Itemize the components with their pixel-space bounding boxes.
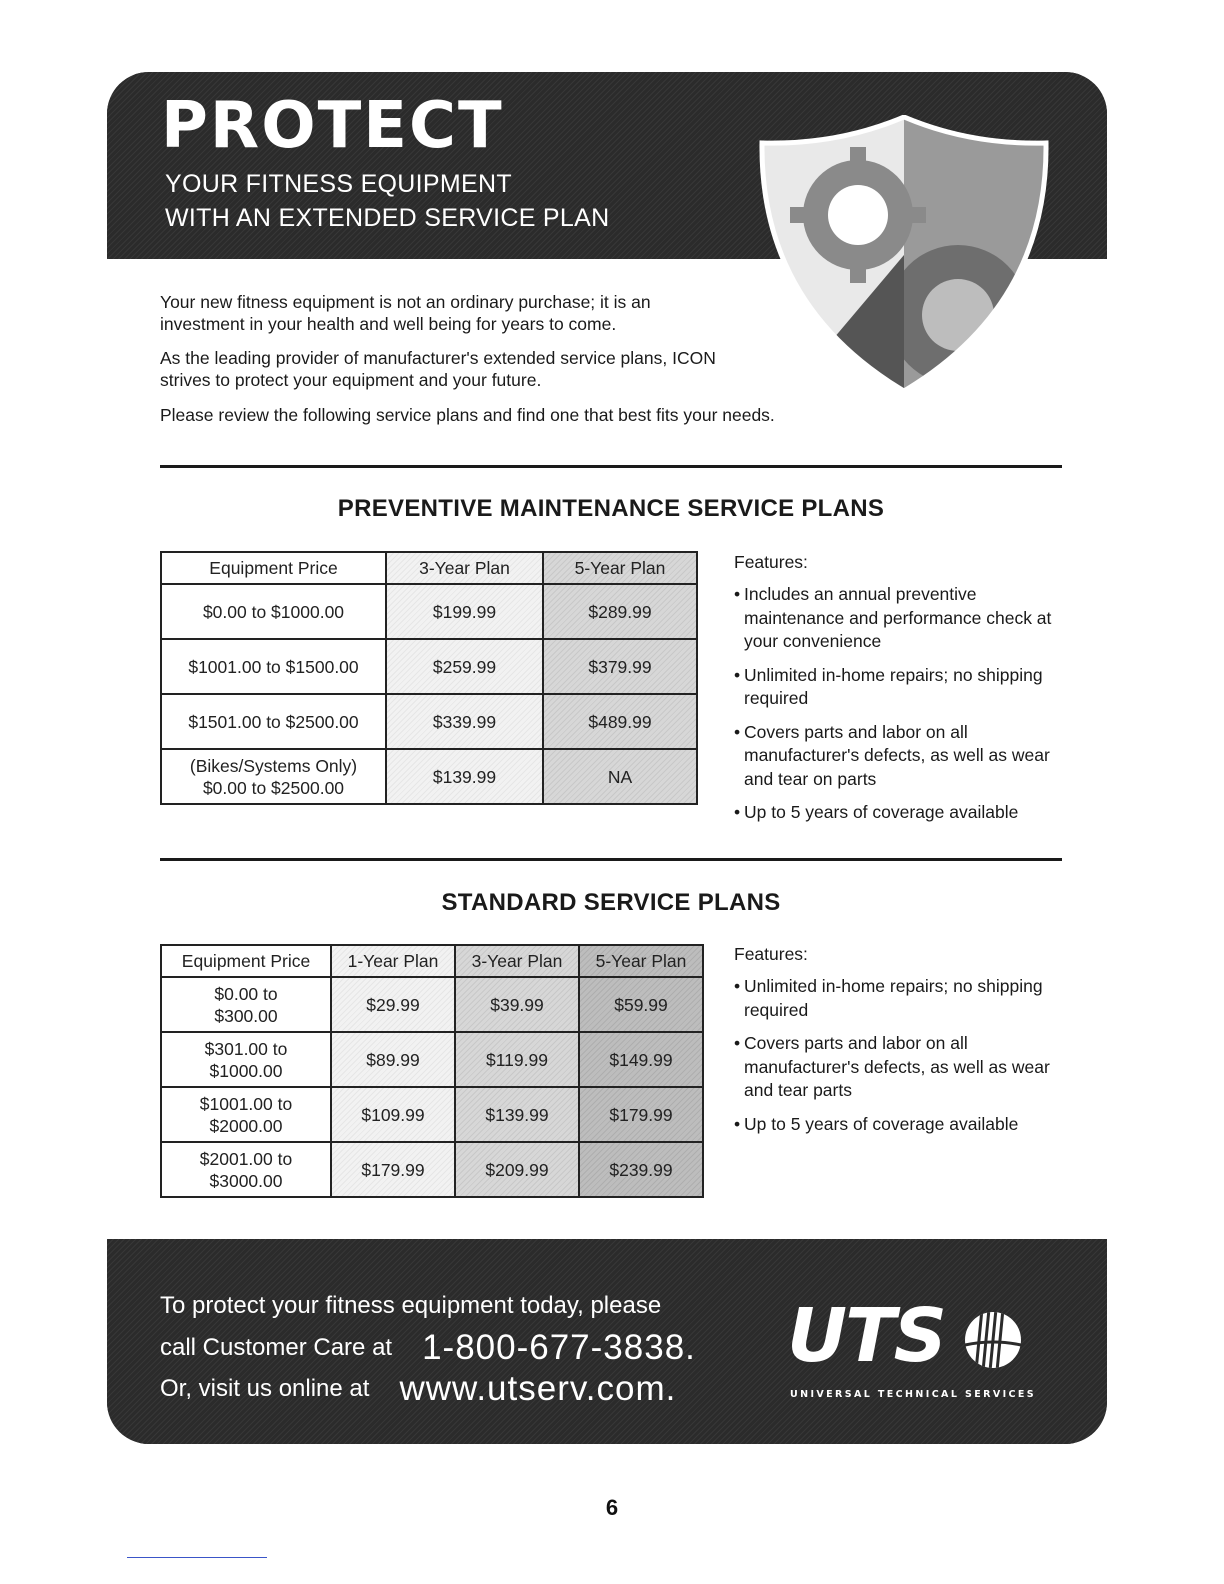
- feature-item: • Covers parts and labor on all manufacturer's defects, as well as wear and tear on parts: [734, 721, 1054, 792]
- feature-item: • Up to 5 years of coverage available: [734, 801, 1054, 825]
- table-cell-price: [161, 694, 386, 749]
- cta-line-1: To protect your fitness equipment today, please: [160, 1292, 662, 1319]
- preventive-plans-table: [160, 551, 698, 805]
- price-line: $300.00: [214, 1005, 278, 1026]
- price-line: $3000.00: [209, 1170, 283, 1191]
- cta-line-3: [160, 1371, 676, 1406]
- phone-number[interactable]: 1-800-677-3838.: [422, 1328, 696, 1367]
- feature-item: • Up to 5 years of coverage available: [734, 1113, 1054, 1137]
- table-cell-plan: $179.99: [331, 1142, 455, 1197]
- table-cell-price: [161, 1087, 331, 1142]
- table-header: Equipment Price: [161, 552, 386, 584]
- table-header: 3-Year Plan: [455, 945, 579, 977]
- table-cell-price: [161, 1032, 331, 1087]
- cta-visit-prefix: Or, visit us online at: [160, 1375, 370, 1402]
- footer-banner: [107, 1239, 1107, 1444]
- table-cell-price: [161, 749, 386, 804]
- feature-item: • Unlimited in-home repairs; no shipping required: [734, 664, 1054, 711]
- intro-paragraph-3: Please review the following service plans and find one that best fits your needs.: [160, 405, 775, 425]
- logo-wordmark: UTS: [787, 1293, 945, 1379]
- table-cell-plan: $29.99: [331, 977, 455, 1032]
- table-header: 3-Year Plan: [386, 552, 543, 584]
- table-cell-plan: $489.99: [543, 694, 697, 749]
- cta-call-prefix: call Customer Care at: [160, 1334, 393, 1361]
- logo-subtitle: UNIVERSAL TECHNICAL SERVICES: [790, 1389, 1037, 1400]
- price-line: $1000.00: [209, 1060, 283, 1081]
- features-list: [734, 583, 1054, 825]
- table-cell-plan: $209.99: [455, 1142, 579, 1197]
- section-divider: [160, 858, 1062, 861]
- price-line: $0.00 to $2500.00: [202, 777, 345, 798]
- table-header: 1-Year Plan: [331, 945, 455, 977]
- table-cell-plan: $39.99: [455, 977, 579, 1032]
- table-cell-plan: $119.99: [455, 1032, 579, 1087]
- page-number: 6: [605, 1495, 619, 1520]
- globe-icon: [962, 1309, 1024, 1371]
- uts-logo: [782, 1293, 1037, 1429]
- price-line: $2000.00: [209, 1115, 283, 1136]
- cta-line-2: [160, 1330, 696, 1365]
- table-cell-plan: $59.99: [579, 977, 703, 1032]
- content-area: [107, 259, 1107, 1239]
- price-line: $0.00 to $1000.00: [202, 601, 345, 622]
- standard-section-title: STANDARD SERVICE PLANS: [441, 889, 781, 916]
- table-cell-plan: NA: [543, 749, 697, 804]
- intro-paragraph-1: Your new fitness equipment is not an ordinary purchase; it is an investment in your health and well being for years to come.: [160, 292, 651, 334]
- features-list: [734, 975, 1054, 1136]
- section-divider: [160, 465, 1062, 468]
- features-heading: Features:: [734, 944, 808, 964]
- price-line: $1001.00 to $1500.00: [188, 656, 359, 677]
- page-title: PROTECT: [161, 89, 504, 163]
- intro-paragraph-2: As the leading provider of manufacturer's extended service plans, ICON strives to protect your equipment and your future.: [160, 348, 716, 390]
- table-cell-plan: $149.99: [579, 1032, 703, 1087]
- price-line: $301.00 to: [204, 1038, 288, 1059]
- preventive-features: [734, 551, 1054, 835]
- table-header: 5-Year Plan: [579, 945, 703, 977]
- website-link[interactable]: www.utserv.com.: [399, 1369, 677, 1408]
- table-cell-plan: $239.99: [579, 1142, 703, 1197]
- price-line: $0.00 to: [214, 983, 278, 1004]
- price-line: $2001.00 to: [199, 1148, 293, 1169]
- table-cell-plan: $139.99: [386, 749, 543, 804]
- table-cell-plan: $379.99: [543, 639, 697, 694]
- table-header: Equipment Price: [161, 945, 331, 977]
- table-cell-price: [161, 1142, 331, 1197]
- table-cell-plan: $109.99: [331, 1087, 455, 1142]
- table-cell-plan: $339.99: [386, 694, 543, 749]
- table-cell-plan: $139.99: [455, 1087, 579, 1142]
- feature-item: • Unlimited in-home repairs; no shipping required: [734, 975, 1054, 1022]
- feature-item: • Includes an annual preventive maintenance and performance check at your convenience: [734, 583, 1054, 654]
- price-line: (Bikes/Systems Only): [189, 755, 358, 776]
- standard-features: [734, 943, 1054, 1146]
- price-line: $1501.00 to $2500.00: [188, 711, 359, 732]
- subtitle-line-2: WITH AN EXTENDED SERVICE PLAN: [165, 204, 610, 232]
- footnote-rule: [127, 1557, 267, 1558]
- table-cell-plan: $89.99: [331, 1032, 455, 1087]
- table-cell-plan: $289.99: [543, 584, 697, 639]
- standard-plans-table: [160, 944, 704, 1198]
- table-cell-plan: $199.99: [386, 584, 543, 639]
- table-cell-plan: $259.99: [386, 639, 543, 694]
- table-cell-price: [161, 639, 386, 694]
- table-cell-price: [161, 977, 331, 1032]
- table-header: 5-Year Plan: [543, 552, 697, 584]
- price-line: $1001.00 to: [199, 1093, 293, 1114]
- preventive-section-title: PREVENTIVE MAINTENANCE SERVICE PLANS: [337, 495, 885, 522]
- table-cell-price: [161, 584, 386, 639]
- table-cell-plan: $179.99: [579, 1087, 703, 1142]
- shield-gear-icon: [758, 115, 1050, 395]
- subtitle-line-1: YOUR FITNESS EQUIPMENT: [165, 170, 512, 198]
- feature-item: • Covers parts and labor on all manufacturer's defects, as well as wear and tear parts: [734, 1032, 1054, 1103]
- features-heading: Features:: [734, 552, 808, 572]
